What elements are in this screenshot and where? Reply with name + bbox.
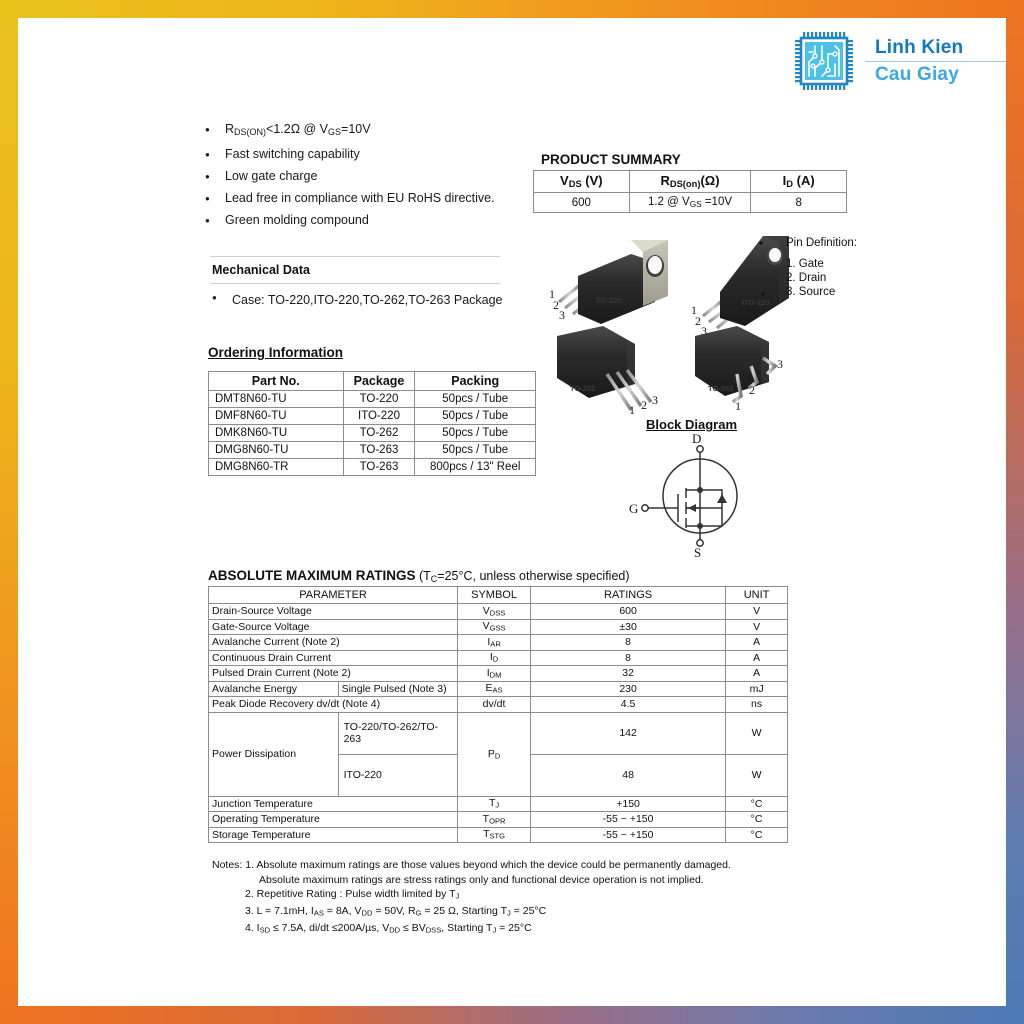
ordering-header-part: Part No. [209, 372, 344, 391]
amr-sym-sub-4: DM [489, 670, 502, 680]
amr-header-unit: UNIT [726, 587, 788, 604]
amr-sym-sub-5: AS [492, 686, 503, 696]
ordering-package-4: TO-263 [343, 459, 415, 476]
datasheet-page [18, 18, 1006, 1006]
amr-rating-2: 8 [531, 635, 726, 651]
amr-sym-sub-0: DSS [489, 608, 506, 618]
notes-n4-b: ≤ 7.5A, di/dt ≤200A/µs, V [270, 922, 390, 935]
ps-rds-unit: (Ω) [700, 173, 720, 189]
amr-sym-sub-tj: J [495, 801, 500, 811]
table-row [209, 408, 536, 425]
table-row [209, 681, 788, 697]
amr-sym-main-2: I [487, 635, 491, 648]
amr-symbol-3 [458, 650, 531, 666]
pin-definition-item-3: 3. Source [786, 286, 836, 298]
notes-line-1 [212, 858, 731, 873]
ps-rds-val-post: =10V [701, 196, 733, 209]
microchip-icon [795, 32, 853, 90]
notes-n3-e: = 25°C [510, 905, 547, 918]
amr-title-bold: ABSOLUTE MAXIMUM RATINGS [208, 568, 416, 583]
amr-pd-sublabel-1: ITO-220 [338, 754, 458, 796]
features-list [203, 120, 513, 233]
ps-value-rds [629, 193, 751, 213]
ps-vds-main: V [560, 173, 569, 189]
amr-unit-6: ns [726, 697, 788, 713]
amr-rating-1: ±30 [531, 619, 726, 635]
amr-sym-sub-3: D [492, 655, 499, 665]
ps-rds-main: R [660, 173, 670, 189]
feature-rdson-sub: DS(ON) [234, 126, 267, 137]
pin-definition-item-2: 2. Drain [786, 272, 827, 284]
pin-label-1: 1 [629, 403, 635, 414]
amr-title-pre: (T [415, 569, 431, 583]
notes-n4-b-sub: DD [389, 925, 401, 935]
notes-line-4 [212, 921, 731, 938]
frame-edge-left [0, 0, 18, 1024]
amr-rating-topr: -55 ~ +150 [531, 812, 726, 828]
notes-block [212, 858, 731, 938]
table-row [209, 827, 788, 843]
notes-n4-a: 4. I [245, 922, 260, 935]
amr-unit-topr: °C [726, 812, 788, 828]
amr-param-6: Peak Diode Recovery dv/dt (Note 4) [209, 697, 458, 713]
ordering-packing-4: 800pcs / 13" Reel [415, 459, 536, 476]
ordering-header-package: Package [343, 372, 415, 391]
amr-title-post: =25°C, unless otherwise specified) [437, 569, 630, 583]
amr-param-1: Gate-Source Voltage [209, 619, 458, 635]
ordering-information-title: Ordering Information [208, 345, 343, 360]
pin-label-1: 1 [691, 303, 697, 317]
pin-label-1: 1 [549, 287, 555, 301]
amr-unit-4: A [726, 666, 788, 682]
amr-rating-pd-1: 48 [531, 754, 726, 796]
table-row [209, 442, 536, 459]
feature-rdson-tail: =10V [341, 122, 371, 136]
product-summary-table [533, 170, 847, 213]
amr-sym-sub-topr: OPR [489, 816, 506, 826]
pin-label-2: 2 [749, 383, 755, 397]
abs-max-ratings-table [208, 586, 788, 843]
amr-param-0: Drain-Source Voltage [209, 604, 458, 620]
notes-n4-c-sub: DSS [425, 925, 442, 935]
logo-line-2: Cau Giay [875, 63, 959, 85]
ps-rds-val-pre: 1.2 @ V [647, 196, 690, 209]
block-diagram-gate-label: G [629, 501, 639, 516]
package-ito220 [691, 236, 789, 338]
amr-param-5-sub: Single Pulsed (Note 3) [338, 681, 458, 697]
amr-unit-1: V [726, 619, 788, 635]
amr-rating-tj: +150 [531, 796, 726, 812]
amr-param-tstg: Storage Temperature [209, 827, 458, 843]
amr-sym-sub-tstg: STG [489, 832, 506, 842]
abs-max-ratings-title [208, 568, 630, 584]
table-row [209, 391, 536, 408]
amr-header-ratings: RATINGS [531, 587, 726, 604]
pin-label-2: 2 [695, 314, 701, 328]
ps-rds-val-sub: GS [689, 199, 702, 209]
pin-definition-block [786, 236, 857, 299]
package-label-to252: TO-252 [570, 384, 596, 393]
ordering-header-packing: Packing [415, 372, 536, 391]
pin-label-1: 1 [735, 399, 741, 413]
amr-sym-sub-pd: D [494, 751, 501, 761]
notes-n3-c: = 50V, R [372, 905, 416, 918]
pin-label-2: 2 [553, 298, 559, 312]
package-to263 [695, 326, 783, 413]
notes-line-1b: Absolute maximum ratings are stress ratings only and functional device operation is not implied. [259, 873, 704, 886]
ps-vds-unit: (V) [581, 173, 603, 189]
table-row [209, 697, 788, 713]
block-diagram-mosfet [618, 432, 778, 557]
table-row [209, 459, 536, 476]
table-row-power-dissipation [209, 712, 788, 754]
table-row [209, 635, 788, 651]
ps-id-main: I [782, 173, 787, 189]
table-header-row [209, 587, 788, 604]
feature-item-1: ● Fast switching capability [203, 145, 513, 165]
notes-n2-pre: 2. Repetitive Rating : Pulse width limited by T [245, 888, 456, 900]
table-row [534, 193, 847, 213]
amr-rating-5: 230 [531, 681, 726, 697]
ordering-part-1: DMF8N60-TU [209, 408, 344, 425]
table-row [209, 796, 788, 812]
amr-sym-sub-2: AR [490, 639, 501, 649]
ordering-package-1: ITO-220 [343, 408, 415, 425]
notes-n4-d-sub: J [492, 925, 497, 935]
amr-sym-main-1: V [482, 620, 490, 633]
product-summary-title: PRODUCT SUMMARY [541, 152, 681, 167]
amr-param-2: Avalanche Current (Note 2) [209, 635, 458, 651]
ordering-part-2: DMK8N60-TU [209, 425, 344, 442]
notes-n3-d: = 25 Ω, Starting T [421, 905, 507, 918]
frame-edge-top [0, 0, 1024, 18]
mechanical-data-case: ● Case: TO-220,ITO-220,TO-262,TO-263 Package [210, 293, 500, 307]
logo-divider [865, 61, 1006, 62]
notes-n3-d-sub: J [506, 908, 511, 918]
table-header-row [534, 171, 847, 193]
ps-id-unit: (A) [793, 173, 815, 189]
amr-symbol-2 [458, 635, 531, 651]
ordering-package-0: TO-220 [343, 391, 415, 408]
amr-unit-tj: °C [726, 796, 788, 812]
amr-symbol-tstg [458, 827, 531, 843]
amr-unit-pd-1: W [726, 754, 788, 796]
amr-symbol-1 [458, 619, 531, 635]
amr-header-symbol: SYMBOL [458, 587, 531, 604]
amr-sym-main-4: I [486, 666, 490, 679]
amr-param-5: Avalanche Energy [209, 681, 339, 697]
amr-sym-sub-1: GSS [489, 624, 506, 634]
notes-n1a: 1. Absolute maximum ratings are those values beyond which the device could be permanently damaged. [245, 859, 731, 871]
amr-param-power-dissipation: Power Dissipation [209, 712, 339, 796]
amr-symbol-power-dissipation [458, 712, 531, 796]
amr-param-topr: Operating Temperature [209, 812, 458, 828]
amr-unit-5: mJ [726, 681, 788, 697]
amr-sym-main-5: E [485, 682, 493, 695]
ps-id-sub: D [786, 179, 793, 190]
ordering-package-3: TO-263 [343, 442, 415, 459]
amr-param-4: Pulsed Drain Current (Note 2) [209, 666, 458, 682]
notes-line-3 [212, 904, 731, 921]
mechanical-data-heading: Mechanical Data [212, 263, 310, 277]
frame-edge-right [1006, 0, 1024, 1024]
block-diagram-source-label: S [694, 545, 702, 557]
pin-label-3: 3 [652, 393, 658, 407]
notes-n4-e: = 25°C [496, 922, 532, 935]
feature-rdson-r: R [225, 122, 235, 136]
table-row [209, 650, 788, 666]
amr-rating-3: 8 [531, 650, 726, 666]
feature-item-rdson [203, 120, 513, 142]
ordering-part-4: DMG8N60-TR [209, 459, 344, 476]
amr-symbol-tj [458, 796, 531, 812]
package-label-to263: TO-263 [708, 384, 734, 393]
logo-line-1: Linh Kien [875, 36, 964, 58]
amr-header-parameter: PARAMETER [209, 587, 458, 604]
feature-item-2: ● Low gate charge [203, 167, 513, 187]
notes-n3-a: 3. L = 7.1mH, I [245, 905, 314, 918]
pin-label-2: 2 [641, 398, 647, 412]
feature-rdson-mid: <1.2Ω @ V [266, 122, 329, 136]
notes-n3-b-sub: DD [361, 908, 373, 918]
feature-item-3: ● Lead free in compliance with EU RoHS directive. [203, 189, 513, 209]
amr-unit-0: V [726, 604, 788, 620]
amr-unit-3: A [726, 650, 788, 666]
notes-label: Notes: [212, 859, 243, 871]
notes-n4-a-sub: SD [259, 925, 271, 935]
ordering-package-2: TO-262 [343, 425, 415, 442]
amr-param-tj: Junction Temperature [209, 796, 458, 812]
notes-n3-a-sub: AS [313, 908, 324, 918]
mechanical-data-section [210, 256, 503, 307]
ordering-part-3: DMG8N60-TU [209, 442, 344, 459]
notes-n2-sub: J [455, 891, 460, 901]
ps-value-vds: 600 [534, 193, 630, 213]
amr-unit-2: A [726, 635, 788, 651]
pin-label-3: 3 [559, 308, 565, 322]
table-header-row [209, 372, 536, 391]
table-row [209, 812, 788, 828]
ordering-packing-3: 50pcs / Tube [415, 442, 536, 459]
amr-rating-4: 32 [531, 666, 726, 682]
pin-label-3: 3 [777, 357, 783, 371]
amr-sym-main-0: V [482, 604, 490, 617]
amr-sym-main-tj: T [488, 797, 496, 810]
notes-line-2 [212, 887, 731, 904]
notes-n4-c: ≤ BV [400, 922, 426, 935]
amr-rating-pd-0: 142 [531, 712, 726, 754]
ps-header-vds [534, 171, 630, 193]
ordering-packing-0: 50pcs / Tube [415, 391, 536, 408]
pin-definition-title: Pin Definition: [786, 237, 857, 249]
ps-vds-sub: DS [568, 179, 582, 190]
notes-n3-b: = 8A, V [323, 905, 362, 918]
amr-sym-main-3: I [489, 651, 493, 664]
package-to252 [557, 326, 658, 414]
ordering-information-table [208, 371, 536, 476]
amr-rating-tstg: -55 ~ +150 [531, 827, 726, 843]
package-label-to220: TO-220 [596, 296, 622, 305]
amr-symbol-topr [458, 812, 531, 828]
amr-symbol-5 [458, 681, 531, 697]
amr-title-sub: C [430, 573, 438, 584]
amr-unit-tstg: °C [726, 827, 788, 843]
ps-rds-sub: DS(on) [669, 179, 701, 190]
notes-n4-d: , Starting T [441, 922, 493, 935]
ordering-packing-1: 50pcs / Tube [415, 408, 536, 425]
package-label-ito220: ITO-220 [742, 298, 770, 307]
ps-header-rds [629, 171, 751, 193]
amr-pd-sublabel-0: TO-220/TO-262/TO-263 [338, 712, 458, 754]
amr-sym-main-tstg: T [483, 828, 490, 841]
amr-rating-0: 600 [531, 604, 726, 620]
mech-rule-bottom [210, 283, 500, 284]
amr-symbol-4 [458, 666, 531, 682]
package-to220 [549, 240, 668, 324]
ordering-part-0: DMT8N60-TU [209, 391, 344, 408]
amr-symbol-0 [458, 604, 531, 620]
feature-item-4: ● Green molding compound [203, 211, 513, 231]
ps-header-id [751, 171, 847, 193]
ps-value-id: 8 [751, 193, 847, 213]
table-row [209, 666, 788, 682]
amr-sym-main-pd: P [487, 747, 495, 760]
table-row [209, 604, 788, 620]
table-row [209, 425, 536, 442]
amr-symbol-6: dv/dt [458, 697, 531, 713]
frame-edge-bottom [0, 1006, 1024, 1024]
feature-rdson-vgs-sub: GS [328, 126, 342, 137]
block-diagram-drain-label: D [692, 432, 702, 446]
logo-text-block [865, 38, 1006, 85]
pin-definition-item-1: 1. Gate [786, 258, 824, 270]
amr-unit-pd-0: W [726, 712, 788, 754]
block-diagram-title: Block Diagram [646, 417, 738, 432]
amr-param-3: Continuous Drain Current [209, 650, 458, 666]
amr-rating-6: 4.5 [531, 697, 726, 713]
table-row [209, 619, 788, 635]
ordering-packing-2: 50pcs / Tube [415, 425, 536, 442]
notes-n3-c-sub: G [415, 908, 422, 918]
brand-logo [795, 32, 1006, 90]
amr-sym-main-topr: T [482, 812, 490, 825]
pin-label-3: 3 [701, 324, 707, 338]
